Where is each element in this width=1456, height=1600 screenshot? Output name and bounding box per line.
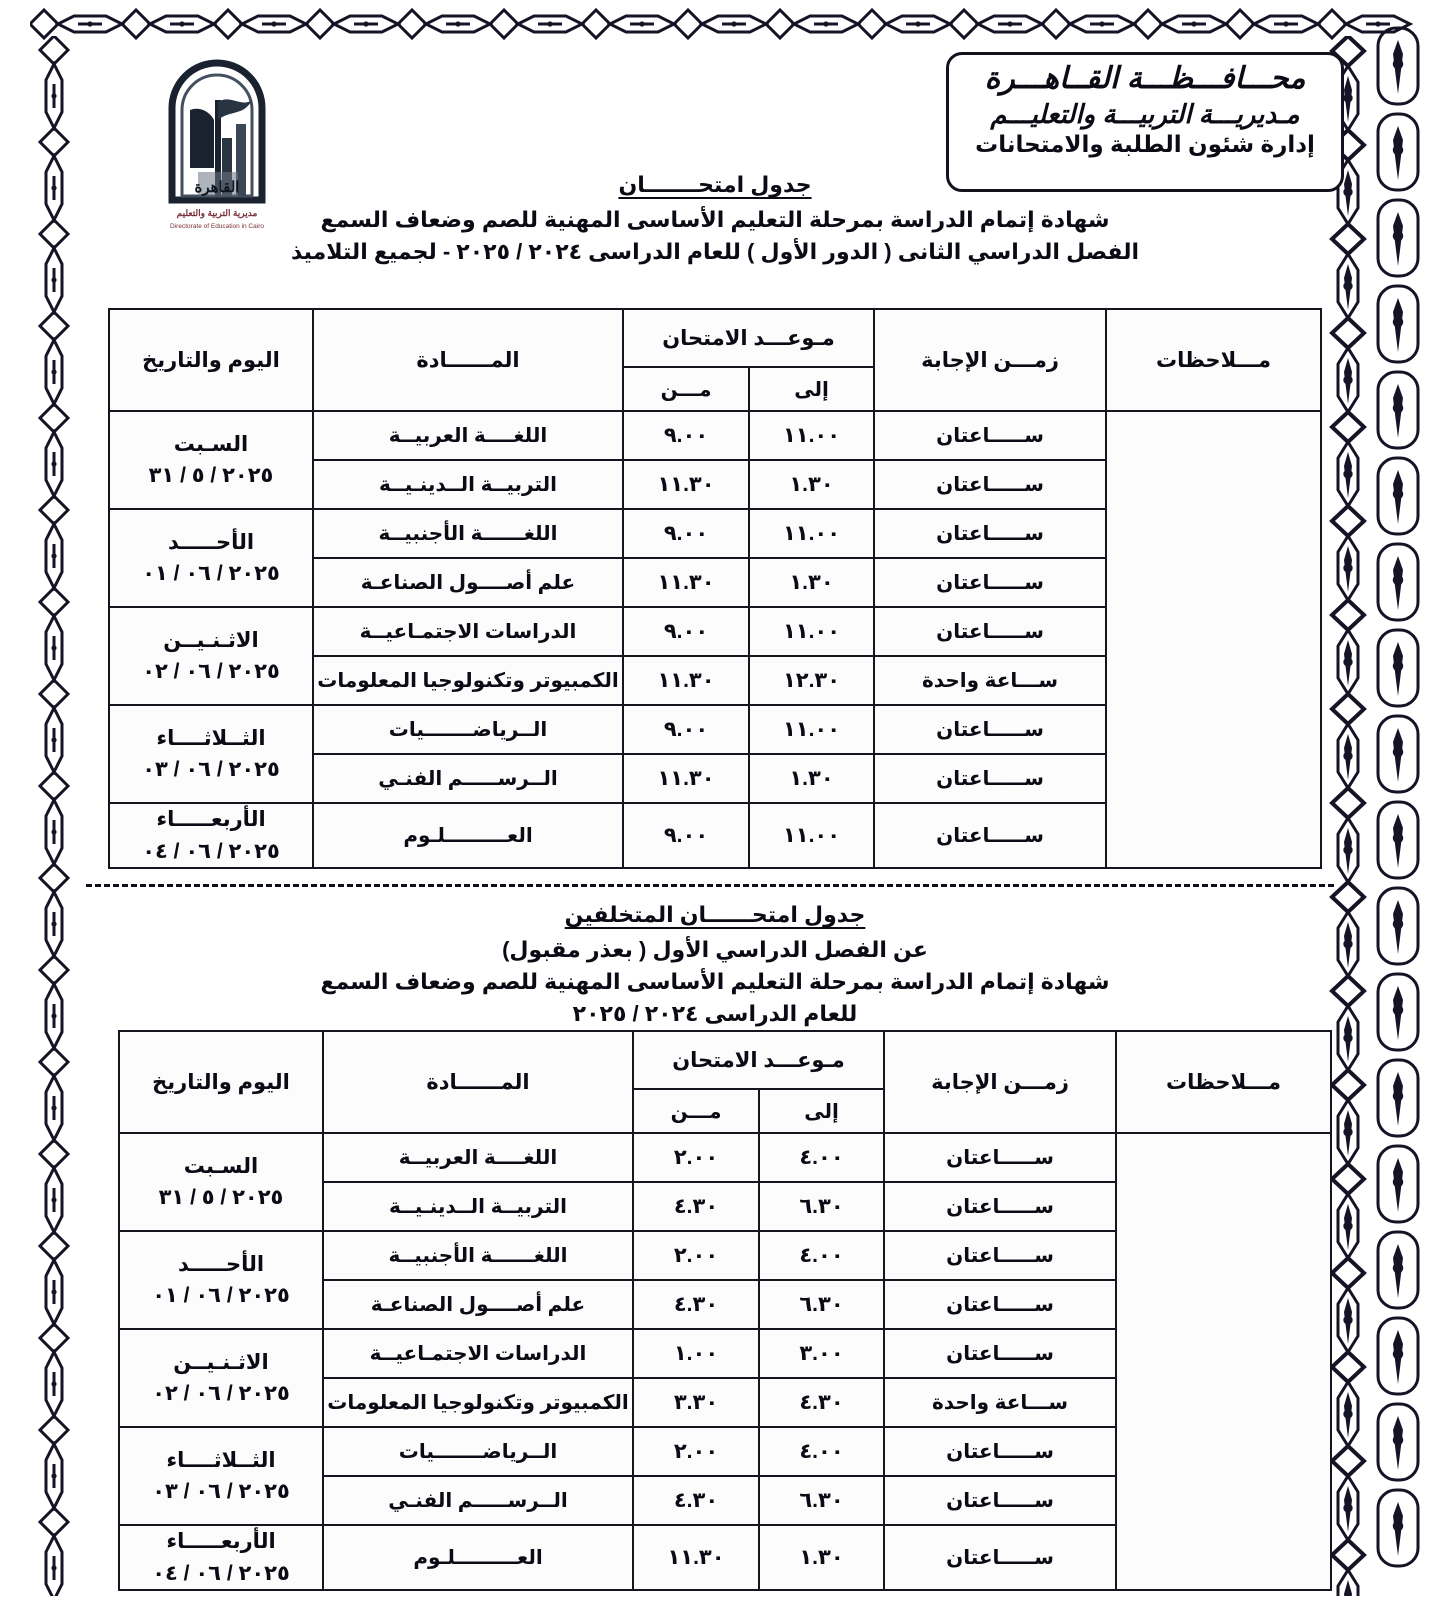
- th-subject: المــــــادة: [313, 309, 623, 411]
- cell-time-to: ١.٣٠: [749, 754, 874, 803]
- day-name: الثــلاثــــاء: [156, 726, 266, 750]
- cell-subject: التربيــة الــدينـيــة: [323, 1182, 633, 1231]
- day-name: الأربعـــــاء: [156, 808, 266, 831]
- cell-time-from: ٤.٣٠: [633, 1280, 759, 1329]
- day-name: الأحـــــد: [177, 1252, 265, 1276]
- cell-time-from: ٩.٠٠: [623, 411, 749, 460]
- cell-subject: اللغــــــة الأجنبيــة: [323, 1231, 633, 1280]
- cell-subject: علم أصــــول الصناعـة: [323, 1280, 633, 1329]
- cell-day-date: [119, 1329, 323, 1427]
- cell-duration: ســـــاعتان: [884, 1231, 1116, 1280]
- cell-subject: علم أصــــول الصناعـة: [313, 558, 623, 607]
- cell-duration: ســـــاعتان: [884, 1133, 1116, 1182]
- cell-subject: الكمبيوتر وتكنولوجيا المعلومات: [313, 656, 623, 705]
- svg-text:القاهرة: القاهرة: [194, 179, 240, 196]
- table2-title-block: [110, 902, 1320, 1030]
- cell-time-to: ٦.٣٠: [759, 1476, 884, 1525]
- cell-subject: الــرياضـــــــيات: [323, 1427, 633, 1476]
- table1-body: [109, 411, 1321, 868]
- th-subject: المــــــادة: [323, 1031, 633, 1133]
- day-name: السـبت: [173, 432, 249, 456]
- th-duration: زمـــن الإجابة: [884, 1031, 1116, 1133]
- cell-duration: ســـــاعتان: [884, 1329, 1116, 1378]
- table-row: [119, 1133, 1331, 1182]
- cell-time-to: ١١.٠٠: [749, 607, 874, 656]
- ornamental-border-top-icon: [30, 4, 1426, 44]
- th-exam-time: مـوعـــد الامتحان: [633, 1031, 884, 1089]
- cell-time-to: ٦.٣٠: [759, 1280, 884, 1329]
- cell-time-from: ٢.٠٠: [633, 1427, 759, 1476]
- day-date: ٢٠٢٥ / ٥ / ٣١: [158, 1186, 284, 1209]
- table1-title-main: جدول امتحـــــــان: [618, 172, 812, 197]
- day-name: الاثـنـيــن: [173, 1350, 269, 1374]
- cell-subject: العـــــــــلـوم: [313, 803, 623, 868]
- th-duration: زمـــن الإجابة: [874, 309, 1106, 411]
- day-date: ٢٠٢٥ / ٠٦ / ٠١: [152, 1284, 290, 1307]
- table2-body: [119, 1133, 1331, 1590]
- cell-time-to: ٣.٠٠: [759, 1329, 884, 1378]
- day-date: ٢٠٢٥ / ٠٦ / ٠٤: [142, 839, 280, 863]
- cell-duration: ســـــاعتان: [884, 1525, 1116, 1590]
- th-from: مـــن: [623, 367, 749, 411]
- cell-subject: الــرســـــم الفنـي: [323, 1476, 633, 1525]
- cell-time-from: ٤.٣٠: [633, 1476, 759, 1525]
- cell-subject: اللغــــــة الأجنبيــة: [313, 509, 623, 558]
- cell-time-to: ١١.٠٠: [749, 509, 874, 558]
- cell-time-from: ١١.٣٠: [623, 460, 749, 509]
- day-date: ٢٠٢٥ / ٠٦ / ٠٤: [152, 1561, 290, 1585]
- cell-day-date: [109, 411, 313, 509]
- day-name: الاثـنـيــن: [163, 628, 259, 652]
- cell-time-to: ١.٣٠: [749, 460, 874, 509]
- cell-time-to: ٤.٣٠: [759, 1378, 884, 1427]
- cell-duration: ســـــاعتان: [874, 705, 1106, 754]
- table2-title-line2: عن الفصل الدراسي الأول ( بعذر مقبول): [502, 937, 928, 962]
- governorate-name: محـــافـــظـــة القــاهـــرة: [984, 62, 1306, 95]
- cell-time-from: ١١.٣٠: [623, 656, 749, 705]
- cell-subject: الدراسات الاجتمـاعيــة: [313, 607, 623, 656]
- cell-time-from: ٩.٠٠: [623, 509, 749, 558]
- ornamental-border-outer-right-icon: [1372, 0, 1426, 1600]
- directorate-name: مـديريـــة التربيـــة والتعليـــم: [990, 98, 1300, 129]
- day-name: السـبت: [183, 1154, 259, 1178]
- cell-subject: اللغــــة العربيــة: [323, 1133, 633, 1182]
- cell-duration: ســـــاعتان: [874, 803, 1106, 868]
- table1-title-block: [110, 172, 1320, 268]
- cell-time-from: ٤.٣٠: [633, 1182, 759, 1231]
- cell-duration: ســـــاعتان: [874, 607, 1106, 656]
- cell-time-to: ١.٣٠: [749, 558, 874, 607]
- table2-title-line4: للعام الدراسى ٢٠٢٤ / ٢٠٢٥: [572, 1000, 858, 1026]
- cell-time-from: ١١.٣٠: [623, 558, 749, 607]
- cell-day-date: [109, 509, 313, 607]
- day-name: الأربعـــــاء: [166, 1530, 276, 1553]
- day-date: ٢٠٢٥ / ٠٦ / ٠٣: [152, 1480, 290, 1503]
- day-date: ٢٠٢٥ / ٥ / ٣١: [148, 464, 274, 487]
- day-date: ٢٠٢٥ / ٠٦ / ٠١: [142, 562, 280, 585]
- cell-time-from: ٢.٠٠: [633, 1231, 759, 1280]
- th-day-date: اليوم والتاريخ: [109, 309, 313, 411]
- cell-duration: ســـــاعتان: [874, 460, 1106, 509]
- th-day-date: اليوم والتاريخ: [119, 1031, 323, 1133]
- cell-day-date: [109, 607, 313, 705]
- cell-time-from: ١١.٣٠: [633, 1525, 759, 1590]
- table2-title-main: جدول امتحــــــان المتخلفين: [564, 902, 866, 927]
- cell-time-from: ٩.٠٠: [623, 705, 749, 754]
- day-date: ٢٠٢٥ / ٠٦ / ٠٢: [142, 660, 280, 683]
- governorate-header-box: [946, 52, 1344, 192]
- cell-day-date: [109, 705, 313, 803]
- cell-time-to: ١١.٠٠: [749, 411, 874, 460]
- th-exam-time: مـوعـــد الامتحان: [623, 309, 874, 367]
- ornamental-border-left-icon: [34, 36, 74, 1596]
- cell-day-date: [119, 1133, 323, 1231]
- cell-notes: [1106, 411, 1321, 868]
- cell-duration: ســـــاعتان: [884, 1476, 1116, 1525]
- cell-duration: ســـاعة واحدة: [884, 1378, 1116, 1427]
- svg-text:Directorate of Education in Ca: Directorate of Education in Cairo: [170, 223, 264, 230]
- section-divider: [86, 884, 1334, 887]
- table1-title-line3: الفصل الدراسي الثانى ( الدور الأول ) للعام الدراسى ٢٠٢٤ / ٢٠٢٥ - لجميع التلاميذ: [290, 238, 1140, 264]
- cell-duration: ســـــاعتان: [874, 411, 1106, 460]
- table2-header-row: [119, 1031, 1331, 1089]
- cell-day-date: [119, 1231, 323, 1329]
- cell-day-date: [119, 1427, 323, 1525]
- cell-time-from: ٩.٠٠: [623, 607, 749, 656]
- day-name: الأحـــــد: [167, 530, 255, 554]
- cell-duration: ســـــاعتان: [884, 1182, 1116, 1231]
- cell-day-date: [119, 1525, 323, 1590]
- cell-time-from: ٢.٠٠: [633, 1133, 759, 1182]
- ornamental-border-right-icon: [1326, 36, 1370, 1596]
- cell-subject: الــرســـــم الفنـي: [313, 754, 623, 803]
- day-date: ٢٠٢٥ / ٠٦ / ٠٢: [152, 1382, 290, 1405]
- cell-time-to: ١.٣٠: [759, 1525, 884, 1590]
- cell-time-to: ١١.٠٠: [749, 705, 874, 754]
- table1-title-line2: شهادة إتمام الدراسة بمرحلة التعليم الأساسى المهنية للصم وضعاف السمع: [320, 207, 1110, 232]
- cell-duration: ســـــاعتان: [874, 509, 1106, 558]
- exam-schedule-table-main: [108, 308, 1322, 869]
- cell-subject: الدراسات الاجتمـاعيــة: [323, 1329, 633, 1378]
- cell-duration: ســـــاعتان: [874, 558, 1106, 607]
- th-to: إلى: [759, 1089, 884, 1133]
- cell-subject: اللغــــة العربيــة: [313, 411, 623, 460]
- cell-day-date: [109, 803, 313, 868]
- day-name: الثــلاثــــاء: [166, 1448, 276, 1472]
- department-name: إدارة شئون الطلبة والامتحانات: [975, 131, 1315, 158]
- cell-time-from: ١١.٣٠: [623, 754, 749, 803]
- table2-title-line3: شهادة إتمام الدراسة بمرحلة التعليم الأساسى المهنية للصم وضعاف السمع: [320, 968, 1110, 994]
- cell-subject: التربيــة الــدينـيــة: [313, 460, 623, 509]
- cell-subject: العـــــــــلـوم: [323, 1525, 633, 1590]
- cell-time-to: ٤.٠٠: [759, 1427, 884, 1476]
- cell-time-to: ١١.٠٠: [749, 803, 874, 868]
- table-row: [109, 411, 1321, 460]
- cell-notes: [1116, 1133, 1331, 1590]
- day-date: ٢٠٢٥ / ٠٦ / ٠٣: [142, 758, 280, 781]
- cell-duration: ســـــاعتان: [884, 1280, 1116, 1329]
- cell-subject: الــرياضـــــــيات: [313, 705, 623, 754]
- cell-duration: ســـــاعتان: [874, 754, 1106, 803]
- cell-time-to: ٤.٠٠: [759, 1231, 884, 1280]
- cell-duration: ســـــاعتان: [884, 1427, 1116, 1476]
- th-to: إلى: [749, 367, 874, 411]
- cell-time-from: ٩.٠٠: [623, 803, 749, 868]
- th-notes: مـــلاحظات: [1106, 309, 1321, 411]
- cell-time-to: ١٢.٣٠: [749, 656, 874, 705]
- exam-schedule-table-makeup: [118, 1030, 1332, 1591]
- cell-time-from: ٣.٣٠: [633, 1378, 759, 1427]
- table1-header-row: [109, 309, 1321, 367]
- th-notes: مـــلاحظات: [1116, 1031, 1331, 1133]
- cell-time-to: ٤.٠٠: [759, 1133, 884, 1182]
- th-from: مـــن: [633, 1089, 759, 1133]
- svg-text:مديرية التربية والتعليم: مديرية التربية والتعليم: [176, 208, 258, 218]
- cell-time-to: ٦.٣٠: [759, 1182, 884, 1231]
- cell-duration: ســـاعة واحدة: [874, 656, 1106, 705]
- cell-subject: الكمبيوتر وتكنولوجيا المعلومات: [323, 1378, 633, 1427]
- cell-time-from: ١.٠٠: [633, 1329, 759, 1378]
